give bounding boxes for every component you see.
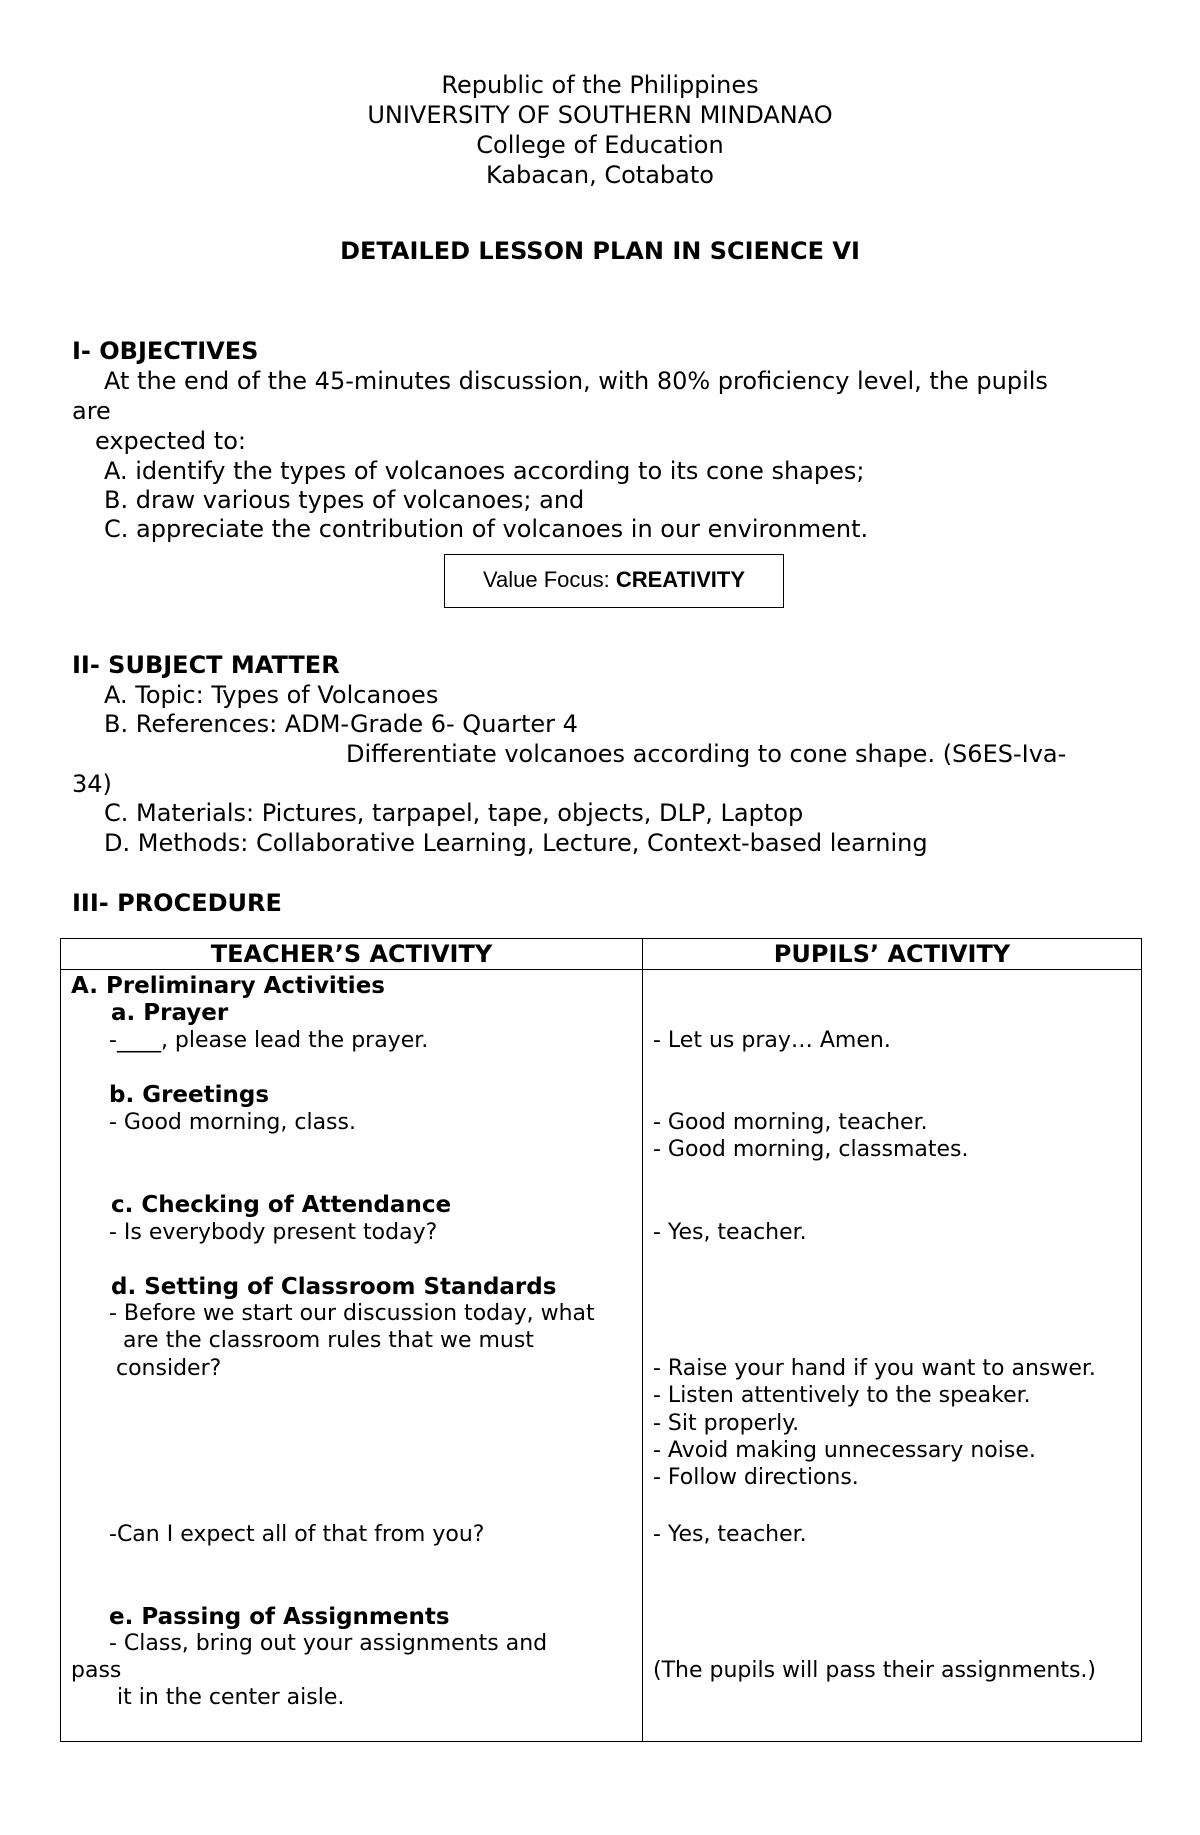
rule-item-1: - Raise your hand if you want to answer. xyxy=(653,1356,1096,1381)
assignments-teacher-line-1: - Class, bring out your assignments and xyxy=(109,1631,548,1656)
expect-teacher-line: -Can I expect all of that from you? xyxy=(109,1522,485,1547)
document-title: DETAILED LESSON PLAN IN SCIENCE VI xyxy=(340,237,860,265)
col-header-teacher: TEACHER’S ACTIVITY xyxy=(61,939,643,970)
objectives-intro-end: expected to: xyxy=(95,427,246,455)
col-header-pupils: PUPILS’ ACTIVITY xyxy=(643,939,1142,970)
attendance-pupils-line: - Yes, teacher. xyxy=(653,1220,807,1245)
pupils-activity-cell xyxy=(643,970,1142,1742)
objectives-heading: I- OBJECTIVES xyxy=(72,337,259,365)
teacher-activity-cell xyxy=(61,970,643,1742)
objective-item-b: B. draw various types of volcanoes; and xyxy=(104,486,585,514)
subject-references-code: 34) xyxy=(72,770,112,798)
header-university: UNIVERSITY OF SOUTHERN MINDANAO xyxy=(367,101,833,129)
subject-matter-heading: II- SUBJECT MATTER xyxy=(72,651,340,679)
objectives-intro-cont: are xyxy=(72,397,111,425)
greetings-pupils-line-1: - Good morning, teacher. xyxy=(653,1110,928,1135)
subject-references-detail: Differentiate volcanoes according to cone shape. (S6ES-Iva- xyxy=(346,740,1067,768)
objective-item-a: A. identify the types of volcanoes according to its cone shapes; xyxy=(104,457,865,485)
greetings-heading: b. Greetings xyxy=(109,1082,270,1108)
procedure-heading: III- PROCEDURE xyxy=(72,889,282,917)
header-republic: Republic of the Philippines xyxy=(441,71,759,99)
attendance-heading: c. Checking of Attendance xyxy=(111,1192,452,1218)
assignments-heading: e. Passing of Assignments xyxy=(109,1604,450,1630)
subject-methods: D. Methods: Collaborative Learning, Lecture, Context-based learning xyxy=(104,829,928,857)
objective-item-c: C. appreciate the contribution of volcanoes in our environment. xyxy=(104,515,869,543)
header-college: College of Education xyxy=(476,131,724,159)
subject-topic: A. Topic: Types of Volcanoes xyxy=(104,681,439,709)
attendance-teacher-line: - Is everybody present today? xyxy=(109,1220,438,1245)
rule-item-4: - Avoid making unnecessary noise. xyxy=(653,1438,1036,1463)
procedure-table xyxy=(60,938,1142,1742)
assignments-pupils-line: (The pupils will pass their assignments.) xyxy=(653,1658,1096,1683)
table-header-row xyxy=(61,939,1142,970)
value-focus-box xyxy=(444,554,784,608)
standards-teacher-line-1: - Before we start our discussion today, what xyxy=(109,1301,595,1326)
subject-references: B. References: ADM-Grade 6- Quarter 4 xyxy=(104,710,578,738)
table-row xyxy=(61,970,1142,1742)
value-focus-label: Value Focus: xyxy=(482,567,616,592)
header-location: Kabacan, Cotabato xyxy=(486,161,714,189)
subject-materials: C. Materials: Pictures, tarpapel, tape, objects, DLP, Laptop xyxy=(104,799,804,827)
standards-teacher-line-3: consider? xyxy=(116,1356,222,1381)
prayer-teacher-line: -____, please lead the prayer. xyxy=(109,1028,429,1053)
assignments-teacher-line-3: it in the center aisle. xyxy=(117,1685,345,1710)
rule-item-2: - Listen attentively to the speaker. xyxy=(653,1383,1031,1408)
rule-item-3: - Sit properly. xyxy=(653,1411,800,1436)
standards-heading: d. Setting of Classroom Standards xyxy=(111,1274,557,1300)
expect-pupils-line: - Yes, teacher. xyxy=(653,1522,807,1547)
standards-teacher-line-2: are the classroom rules that we must xyxy=(123,1328,534,1353)
assignments-teacher-line-2: pass xyxy=(71,1658,122,1683)
preliminary-activities-heading: A. Preliminary Activities xyxy=(71,973,385,999)
rule-item-5: - Follow directions. xyxy=(653,1465,859,1490)
value-focus-value: CREATIVITY xyxy=(615,567,746,592)
prayer-heading: a. Prayer xyxy=(111,1000,229,1026)
greetings-pupils-line-2: - Good morning, classmates. xyxy=(653,1137,969,1162)
prayer-pupils-line: - Let us pray… Amen. xyxy=(653,1028,891,1053)
objectives-intro: At the end of the 45-minutes discussion, with 80% proficiency level, the pupils xyxy=(104,367,1048,395)
greetings-teacher-line: - Good morning, class. xyxy=(109,1110,356,1135)
